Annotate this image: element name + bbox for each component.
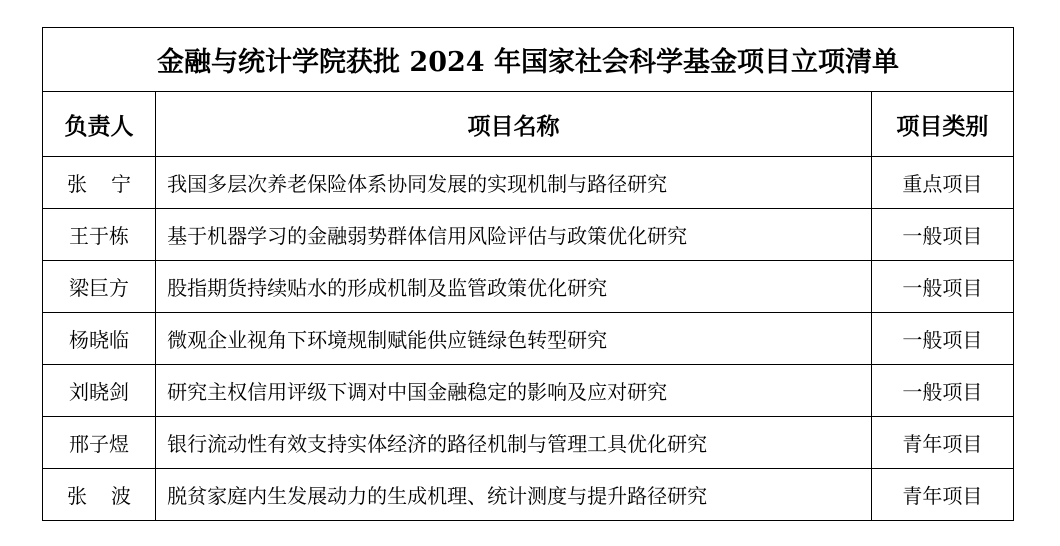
leader-cell — [43, 157, 156, 209]
header-project-type: 项目类别 — [871, 92, 1013, 157]
header-leader: 负责人 — [43, 92, 156, 157]
project-name-cell: 微观企业视角下环境规制赋能供应链绿色转型研究 — [156, 313, 872, 365]
leader-cell — [43, 469, 156, 521]
leader-cell — [43, 209, 156, 261]
title-row — [43, 28, 1014, 92]
project-type-cell: 一般项目 — [871, 313, 1013, 365]
project-name-cell: 研究主权信用评级下调对中国金融稳定的影响及应对研究 — [156, 365, 872, 417]
leader-name: 张宁 — [67, 172, 156, 196]
project-type-cell: 青年项目 — [871, 417, 1013, 469]
project-name-cell: 基于机器学习的金融弱势群体信用风险评估与政策优化研究 — [156, 209, 872, 261]
table-row — [43, 313, 1014, 365]
project-name-cell: 股指期货持续贴水的形成机制及监管政策优化研究 — [156, 261, 872, 313]
project-type-cell: 一般项目 — [871, 261, 1013, 313]
table-row — [43, 365, 1014, 417]
header-project-name: 项目名称 — [156, 92, 872, 157]
project-type-cell: 重点项目 — [871, 157, 1013, 209]
leader-name: 王于栋 — [69, 224, 130, 248]
table-title: 金融与统计学院获批 2024 年国家社会科学基金项目立项清单 — [43, 28, 1014, 92]
leader-name: 邢子煜 — [69, 432, 130, 456]
project-list-table — [42, 27, 1014, 521]
leader-name: 刘晓剑 — [69, 380, 130, 404]
table-row — [43, 209, 1014, 261]
leader-name: 杨晓临 — [69, 328, 130, 352]
project-type-cell: 一般项目 — [871, 365, 1013, 417]
table-row — [43, 417, 1014, 469]
project-name-cell: 银行流动性有效支持实体经济的路径机制与管理工具优化研究 — [156, 417, 872, 469]
leader-name: 梁巨方 — [69, 276, 130, 300]
header-row — [43, 92, 1014, 157]
project-type-cell: 青年项目 — [871, 469, 1013, 521]
table-row — [43, 469, 1014, 521]
leader-cell — [43, 417, 156, 469]
table-row — [43, 157, 1014, 209]
project-type-cell: 一般项目 — [871, 209, 1013, 261]
leader-cell — [43, 261, 156, 313]
table-row — [43, 261, 1014, 313]
leader-cell — [43, 313, 156, 365]
leader-name: 张波 — [67, 484, 156, 508]
project-name-cell: 我国多层次养老保险体系协同发展的实现机制与路径研究 — [156, 157, 872, 209]
leader-cell — [43, 365, 156, 417]
project-name-cell: 脱贫家庭内生发展动力的生成机理、统计测度与提升路径研究 — [156, 469, 872, 521]
